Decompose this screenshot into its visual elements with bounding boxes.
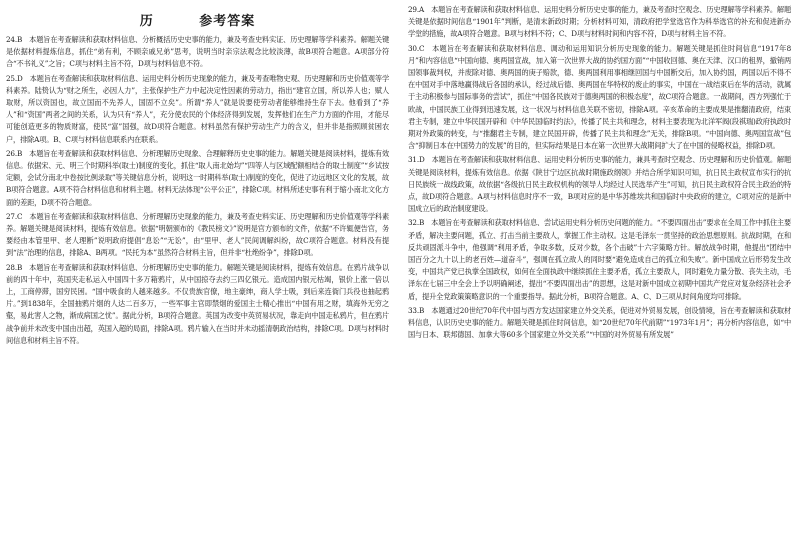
answer-entry-25: 25.D 本题旨在考查解读和获取材料信息、运用史料分析历史现象的能力，兼及考查唯物史观、历史理解和历史价值观等学科素养。陆贽认为“财之所生，必因人力”，主张保护生产力中起决定性因素的劳动力，指出“建官立国，所以养人也；赋人取财，所以资国也，故立国而不先养人，国固不立矣”。所谓“养人”就是说要使劳动者能够维持生存下去。他看到了“养人”和“资国”两者之间的关系，认为只有“养人”，充分使农民的个体经济得到发展，发挥他们在生产力方面的作用，才能尽可能创造更多的物质财富，使民“富”国强，故D项符合题意。材料虽然有保护劳动生产力的含义，但并非是指照顾贫困农户，排除A项。B、C项与材料信息联系内在联系。	[6, 73, 389, 144]
answer-entry-27: 27.C 本题旨在考查解读和获取材料信息、分析理解历史现象的能力，兼及考查史料实证、历史理解和历史价值观等学科素养。解题关键是阅读材料，提炼有效信息。依据“明朝颁布的《教民榜文》”说明是官方颁布的文件，依据“不许辄便告官，务要经由本管里甲、老人理断”说明政府提倡“息讼”“无讼”，由“里甲、老人”民间调解纠纷，故C项符合题意。材料没有提到“法”治理的信息，排除A、B两项。“民托为本”虽然符合材料主旨，但并非“杜绝纷争”，排除D项。	[6, 211, 389, 258]
answer-entry-24: 24.B 本题旨在考查解读和获取材料信息、分析概括历史史事的能力，兼及考查史料实证、历史理解等学科素养。解题关键是依据材料提炼信息，抓住“弟有利，不顾亲戚兄弟”思考，说明当时亲宗法观念比较淡薄，故B项符合题意。A项部分符合“不书礼义”之旨；C项与材料主旨不符，D项与材料信息不符。	[6, 35, 389, 69]
answer-entry-31: 31.D 本题旨在考查解读和获取材料信息、运用史料分析历史事的能力，兼具考查时空观念、历史理解和历史价值观。解题关键是阅读材料，提炼有效信息。依据《陕甘宁边区抗战时期施政纲领》并结合所学知识可知，抗日民主政权宣布实行的抗日民族统一战线政策，故依据“各级抗日民主政权机构的领导人均经过人民选举产生”可知，抗日民主政权符合民主政治的特点，故D项符合题意。A项与材料信息时序不一致，B项对应的是中华苏维埃共和国临时中央政府的建立，C项对应的是新中国成立后的政治制度建设。	[408, 155, 791, 214]
left-column	[6, 0, 389, 546]
answer-entry-32: 32.B 本题旨在考查解读和获取材料信息、尝试运用史料分析历史问题的能力。“不要四面出击”要求在全局工作中抓住主要矛盾，解决主要问题，孤立、打击当前主要敌人，掌握工作主动权。这是毛泽东一贯坚持的政治思想原则。抗战时期，在和反共顽固派斗争中，他强调“利用矛盾，争取多数，反对少数，各个击破”十六字策略方针。解放战争时期，他提出“团结中国百分之九十以上的老百姓—道奋斗”，强调在孤立敌人的同时要“避免造成自己的孤立和失败”。新中国成立后形势发生改变，中国共产党已执掌全国政权，如何在全面执政中继续抓住主要矛盾，孤立主要敌人，同时避免力量分散、丧失主动，毛泽东在七届三中全会上予以明确阐述，提出“不要四面出击”的思想，这是对新中国成立初期中国共产党应对复杂经济社会矛盾，提升全党政策策略意识的一个重要指导。据此分析，B项符合题意。A、C、D三项从时间角度均可排除。	[408, 218, 791, 301]
answer-entry-26: 26.B 本题旨在考查解读和获取材料信息、分析理解历史现象、合理解释历史史事的能力。解题关键是阅读材料，提炼有效信息。依据宋、元、明三个时期科举(取士)制度的变化，抓住“取人南北始均”“四等人与区域配额相结合的取士制度”“乡试按定额，会试分南北中卷按比例录取”等关键信息分析，说明这一时期科举(取士)制度的变化，促进了边远地区文化的发展，故B项符合题意。A项不符合材料信息和材料主题。材料无法体现“公平公正”，排除C项。材料所述史事有利于缩小南北文化方面的差距，D项不符合题意。	[6, 148, 389, 207]
page-title	[6, 0, 389, 34]
answer-entry-30: 30.C 本题旨在考查解读和获取材料信息、调动和运用知识分析历史现象的能力。解题关键是抓住时间信息“1917年8月”和内容信息“中国向德、奥两国宣战，加入第一次世界大战的协约国方面”“中国收回德、奥在天津、汉口的租界，撤销两国领事裁判权，并废除对德、奥两国的庚子赔款，德、奥两国利用事相继回国与中国断交后，加入协约国，两国以后不得不在中国对手中落地赢得战后各国的承认，经过战后德、奥两国在华特权的废止的事实，中国在一战结束后在华的活动，就属于主动积极参与国际事务的尝试”，抓住“中国各民族对于德奥两国的积极态度”，故C项符合题意。一战期间，西方列强忙于欧战，中国民族工业得到迅速发展，这一状况与材料信息关联不密切，排除A项。辛亥革命的主要成果是推翻清政府，结束君主专制，建立中华民国开辟和《中华民国临时约法》，传播了民主共和理念，材料主要表现为北洋军阀(段祺瑞)政府执政时期对外政策的转变，与“推翻君主专制，建立民国开辟，传播了民主共和理念”无关，排除B项。“中国向德、奥两国宣战”包含“抑制日本在中国势力的发展”的目的，但实际结果是日本在第一次世界大战期间扩大了在中国的侵略权益，排除D项。	[408, 43, 791, 151]
title-label: 参考答案	[199, 14, 256, 29]
subject-label: 历	[139, 14, 154, 29]
right-column	[408, 0, 791, 546]
answer-entry-28: 28.B 本题旨在考查解读和获取材料信息、分析理解历史史事的能力。解题关键是阅读材料，提炼有效信息。在鸦片战争以前的四十年中，英国夹走私运入中国四十多万箱鸦片，从中国掠夺去约三四亿银元。造成国内银元枯竭，银价上涨一倍以上，工商停滞，国穷民困。“国中吸食的人越来越多。不仅贵族官僚，地主豪绅，商人学士吸，到后来连衙门兵役也抽起鸦片。”到1838年，全国抽鸦片烟的人达二百多万，一些军事主官即禁烟的爱国主士精心推出“中国有用之财，填海外无穷之壑，易此害人之物，渐成病国之忧”。据此分析，B项符合题意。英国为改变中英贸易状况，靠走向中国走私鸦片，但在鸦片战争前并未改变中国由出超，英国入超的局面，排除A项。鸦片输入在当时并未动摇清朝政治结构，排除C项。D项与材料时间信息和材料主旨不符。	[6, 262, 389, 345]
answer-entry-33: 33.B 本题通过20世纪70年代中国与西方发达国家建立外交关系，促进对外贸易发展，创设情境，旨在考查解读和获取材料信息，认识历史史事的能力。解题关键是抓住时间信息，如“20世纪70年代前期”“1973年1月”；再分析内容信息，如“中国与日本、联邦德国、加拿大等60多个国家建立外交关系”“中国的对外贸易有所发展”	[408, 305, 791, 340]
answer-entry-29: 29.A 本题旨在考查解读和获取材料信息、运用史料分析历史史事的能力，兼及考查时空观念、历史理解等学科素养。解题关键是依据时间信息“1901年”判断，是清末新政时期；分析材料可知，清政府把学堂选官作为科举选官的补充和促进新办学堂的措施，故A项符合题意。B项与材料不符；C、D项与材料时间和内容不符，D项与材料主旨不符。	[408, 5, 791, 39]
